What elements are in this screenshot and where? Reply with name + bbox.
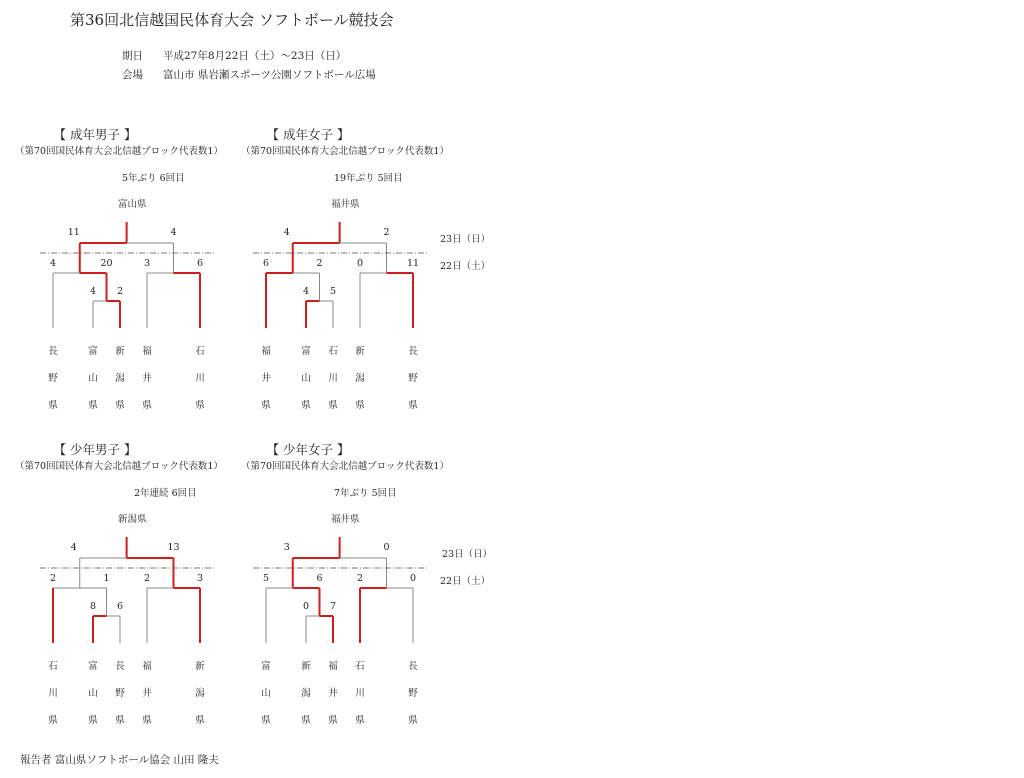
reporter: 報告者 富山県ソフトボール協会 山田 隆夫 [20,754,219,766]
first-round-score: 4 [89,286,97,297]
semi-score: 2 [356,573,364,584]
winner-name: 富山県 [118,199,147,210]
final-score: 4 [283,227,290,238]
team-name-char: 新 [115,346,125,357]
team-name-char: 県 [328,400,338,411]
team-name-char: 県 [355,400,365,411]
semi-score: 3 [196,573,204,584]
team-name-char: 長 [115,661,125,672]
winner-name: 新潟県 [118,514,147,525]
date-label: 期日 [122,50,143,62]
team-name-char: 県 [142,400,152,411]
winner-name: 福井県 [331,199,360,210]
venue-value: 富山市 県岩瀬スポーツ公園ソフトボール広場 [163,69,376,81]
team-name-char: 川 [195,373,205,384]
team-name-char: 川 [355,688,365,699]
team-name-char: 石 [355,661,365,672]
section-title: 【 少年男子 】 [53,442,137,457]
team-name-char: 県 [195,715,205,726]
team-name-char: 新 [355,346,365,357]
team-name-char: 県 [48,400,58,411]
team-name-char: 県 [301,715,311,726]
team-name-char: 石 [48,661,58,672]
first-round-score: 8 [89,601,97,612]
team-name-char: 県 [301,400,311,411]
team-name-char: 県 [408,400,418,411]
section-title: 【 少年女子 】 [266,442,350,457]
winner-streak: 2年連続 6回目 [134,488,197,499]
team-name-char: 福 [142,346,152,357]
final-score: 4 [170,227,177,238]
winner-streak: 7年ぶり 5回目 [334,488,397,499]
final-score: 3 [283,542,290,553]
team-name-char: 県 [328,715,338,726]
first-round-score: 2 [116,286,124,297]
semi-score: 3 [143,258,151,269]
team-name-char: 福 [328,661,338,672]
team-name-char: 県 [115,715,125,726]
semi-score: 0 [409,573,417,584]
team-name-char: 潟 [115,373,125,384]
team-name-char: 県 [355,715,365,726]
section-note: （第70回国民体育大会北信越ブロック代表数1） [15,461,223,472]
section-note: （第70回国民体育大会北信越ブロック代表数1） [15,146,223,157]
team-name-char: 県 [88,715,98,726]
team-name-char: 石 [328,346,338,357]
team-name-char: 新 [301,661,311,672]
first-round-score: 7 [329,601,337,612]
team-name-char: 山 [88,373,98,384]
team-name-char: 潟 [355,373,365,384]
team-name-char: 福 [142,661,152,672]
team-name-char: 山 [88,688,98,699]
team-name-char: 県 [408,715,418,726]
venue-label: 会場 [122,69,143,81]
winner-streak: 5年ぶり 6回目 [122,173,185,184]
semi-score: 0 [356,258,364,269]
team-name-char: 井 [142,688,152,699]
first-round-score: 5 [329,286,337,297]
date-value: 平成27年8月22日（土）～23日（日） [163,50,347,62]
day-label-final: 23日（日） [440,234,491,245]
first-round-score: 4 [302,286,310,297]
semi-score: 6 [196,258,204,269]
final-score: 0 [383,542,390,553]
team-name-char: 新 [195,661,205,672]
team-name-char: 県 [142,715,152,726]
semi-score: 1 [103,573,110,584]
team-name-char: 山 [301,373,311,384]
team-name-char: 富 [88,346,98,357]
semi-score: 6 [316,573,323,584]
team-name-char: 県 [261,715,271,726]
team-name-char: 県 [195,400,205,411]
team-name-char: 川 [48,688,58,699]
section-title: 【 成年女子 】 [266,127,350,142]
semi-score: 2 [49,573,57,584]
section-note: （第70回国民体育大会北信越ブロック代表数1） [241,461,449,472]
team-name-char: 富 [261,661,271,672]
day-label-final: 23日（日） [442,549,493,560]
final-score: 13 [167,542,180,553]
team-name-char: 潟 [195,688,205,699]
team-name-char: 県 [261,400,271,411]
team-name-char: 山 [261,688,271,699]
team-name-char: 井 [142,373,152,384]
semi-score: 11 [406,258,420,269]
team-name-char: 長 [48,346,58,357]
team-name-char: 野 [408,373,418,384]
first-round-score: 6 [116,601,124,612]
team-name-char: 県 [115,400,125,411]
team-name-char: 県 [88,400,98,411]
winner-streak: 19年ぶり 5回目 [334,173,403,184]
semi-score: 4 [49,258,57,269]
first-round-score: 0 [302,601,310,612]
team-name-char: 野 [115,688,125,699]
team-name-char: 富 [301,346,311,357]
final-score: 11 [67,227,80,238]
final-score: 2 [383,227,390,238]
final-score: 4 [70,542,77,553]
section-note: （第70回国民体育大会北信越ブロック代表数1） [241,146,449,157]
team-name-char: 長 [408,346,418,357]
team-name-char: 福 [261,346,271,357]
team-name-char: 井 [328,688,338,699]
page-title: 第36回北信越国民体育大会 ソフトボール競技会 [70,11,394,29]
semi-score: 2 [143,573,151,584]
day-label-semi: 22日（土） [440,261,491,272]
semi-score: 2 [316,258,323,269]
team-name-char: 野 [48,373,58,384]
semi-score: 5 [262,573,270,584]
team-name-char: 潟 [301,688,311,699]
section-title: 【 成年男子 】 [53,127,137,142]
team-name-char: 富 [88,661,98,672]
team-name-char: 井 [261,373,271,384]
team-name-char: 川 [328,373,338,384]
semi-score: 20 [100,258,113,269]
team-name-char: 野 [408,688,418,699]
winner-name: 福井県 [331,514,360,525]
semi-score: 6 [262,258,270,269]
day-label-semi: 22日（土） [440,576,491,587]
team-name-char: 県 [48,715,58,726]
team-name-char: 長 [408,661,418,672]
team-name-char: 石 [195,346,205,357]
